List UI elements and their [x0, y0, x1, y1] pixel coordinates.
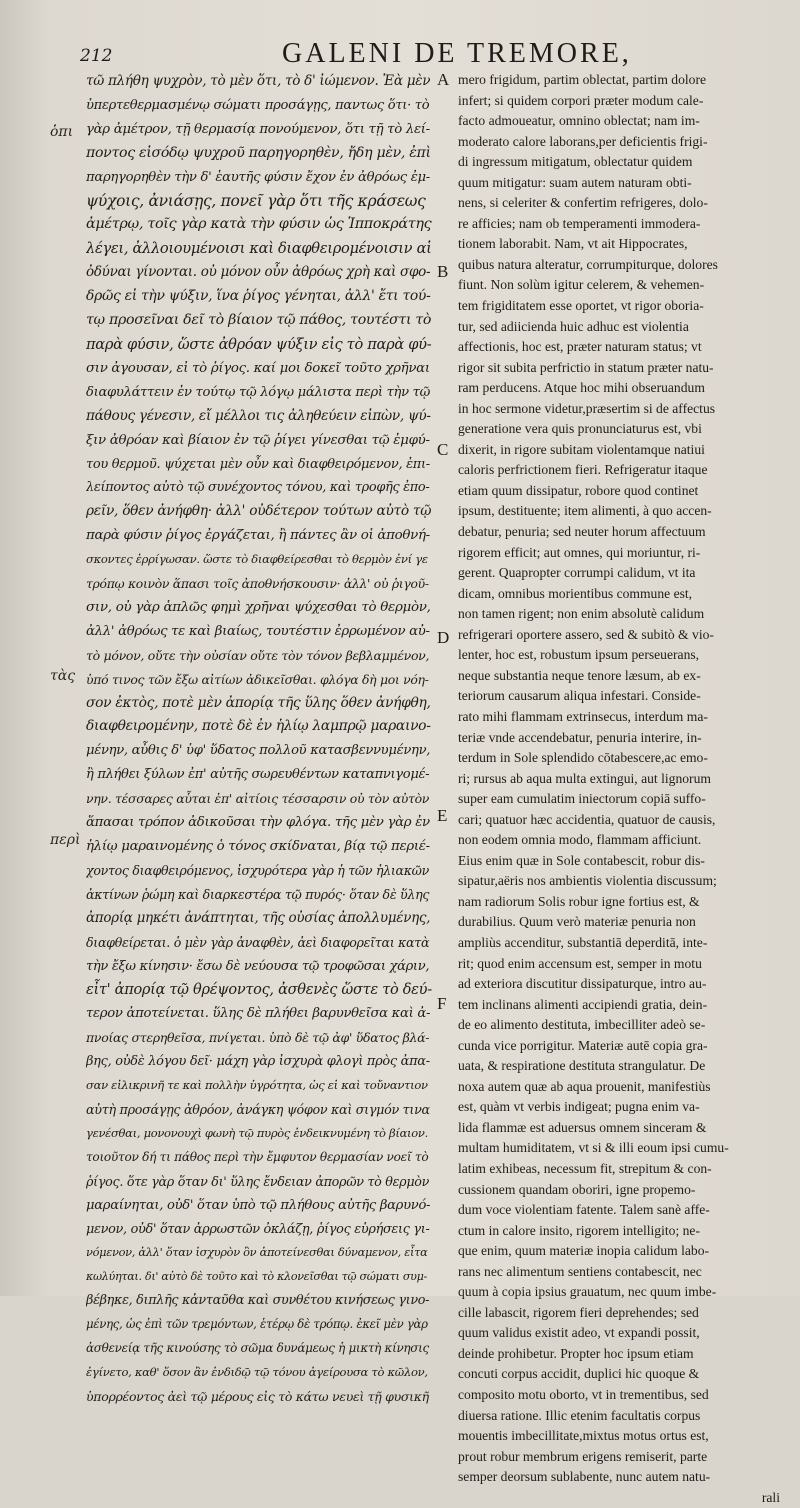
margin-note: τὰς	[50, 668, 76, 684]
latin-text-line: diuersa ratione. Illic etenim facultatis corpus	[458, 1407, 701, 1423]
greek-text-line: ὑπορρέοντος ἀεὶ τῷ μέρους εἰς τὸ κάτω νευεὶ τῇ φυσικῆ	[86, 1388, 429, 1404]
section-marker: E	[437, 806, 448, 825]
latin-text-line: infert; si quidem corpori præter modum cale-	[458, 92, 704, 108]
greek-text-line: βέβηκε, διπλῆς κἀνταῦθα καὶ συνθέτου κινήσεως γινο-	[86, 1293, 430, 1309]
greek-text-line: ἀσθενείᾳ τῆς κινούσης τὸ σῶμα δυνάμεως ἡ μικτὴ κίνησις	[86, 1341, 429, 1356]
latin-text-line: ctum in calore insito, rigorem intelligito; ne-	[458, 1222, 700, 1238]
greek-text-line: ἀπορίᾳ μηκέτι ἀνάπτηται, τῆς οὐσίας ἀπολλυμένης,	[86, 909, 431, 926]
greek-text-line: ἢ πλήθει ξύλων ἐπ' αὐτῆς σωρευθέντων καταπνιγομέ-	[86, 767, 430, 783]
latin-text-line: cille labascit, rigorem fieri deprehendes; sed	[458, 1304, 699, 1320]
latin-text-line: Eius enim quæ in Sole contabescit, robur dis-	[458, 852, 705, 868]
latin-text-line: non tamen rigent; non enim absolutè calidum	[458, 606, 705, 622]
latin-text-line: etiam quum dissipatur, robore quod continet	[458, 482, 699, 498]
greek-text-line: μένην, αὖθις δ' ὑφ' ὕδατος πολλοῦ κατασβεννυμένην,	[86, 743, 431, 759]
latin-text-line: rigor sit subita perfrictio in statum præter natu-	[458, 359, 714, 375]
margin-note: περὶ	[50, 832, 81, 848]
greek-text-line: χοντος διαφθειρόμενος, ἰσχυρότερα γὰρ ἡ τῶν ἡλιακῶν	[86, 862, 430, 878]
latin-text-line: de eo alimento destituta, imbecilliter adeò se-	[458, 1017, 706, 1033]
latin-text-line: affectionis, hoc est, præter naturam status; vt	[458, 339, 702, 355]
latin-text-line: fiunt. Non solùm igitur celerem, & vehemen-	[458, 277, 705, 293]
latin-text-line: que enim, quum materiæ inopia calidum labo-	[458, 1243, 710, 1259]
greek-text-line: σιν ἀγουσαν, εἰ τὸ ῥίγος. καί μοι δοκεῖ τοῦτο χρῆναι	[86, 360, 430, 376]
greek-text-line: γὰρ ἀμέτρον, τῇ θερμασίᾳ πονούμενον, ὅτι τῇ τὸ λεί-	[86, 121, 430, 137]
latin-text-line: dicam, omnibus morientibus commune est,	[458, 585, 693, 601]
latin-text-line: dixerit, in rigore subitam violentamque natiui	[458, 441, 705, 457]
greek-text-line: σαν εἰλικρινῆ τε καὶ πολλὴν ὑγρότητα, ὡς εἰ καὶ τοὔναντιον	[86, 1078, 428, 1093]
latin-text-line: caloris perfrictionem fieri. Refrigeratur itaque	[458, 462, 708, 478]
page-header	[0, 38, 800, 74]
page-number: 212	[80, 46, 113, 66]
latin-text-line: lida flammæ est aduersus omnem sinceram &	[458, 1119, 707, 1135]
greek-text-line: τὸ μόνον, οὔτε τὴν οὐσίαν οὔτε τὸν τόνον βεβλαμμένον,	[86, 647, 430, 663]
greek-text-line: παρὰ φύσιν ῥίγος ἐργάζεται, ἢ πάντες ἂν οἱ ἀποθνή-	[86, 528, 430, 544]
greek-text-line: βης, οὐδὲ λόγου δεῖ· μάχη γὰρ ἰσχυρὰ φλογὶ πρὸς ἀπα-	[86, 1054, 430, 1070]
latin-text-line: neque substantia neque tenore læsum, ab ex-	[458, 667, 701, 683]
margin-note: ὁπι	[50, 124, 74, 140]
latin-text-line: semper deorsum sublabente, nunc autem natu-	[458, 1469, 711, 1485]
latin-text-line: quum validus existit adeo, vt expandi possit,	[458, 1325, 700, 1341]
latin-text-line: cunda vice porrigitur. Materiæ autē copia gra-	[458, 1037, 708, 1053]
greek-text-line: κωλύηται. δι' αὐτὸ δὲ τοῦτο καὶ τὸ κλονεῖσθαι τῷ σώματι συμ-	[86, 1270, 427, 1284]
latin-text-line: ad exteriora discutitur dissipaturque, intro au-	[458, 976, 707, 992]
latin-text-line: rit; quod enim accensum est, semper in motu	[458, 955, 702, 971]
greek-text-line: ὀδύναι γίνονται. οὐ μόνον οὖν ἀθρόως χρὴ καὶ σφο-	[86, 264, 431, 281]
latin-text-line: refrigerari oportere assero, sed & subitò & vio-	[458, 626, 714, 642]
greek-text-line: ῥίγος. ὅτε γὰρ ὅταν δι' ὕλης ἔνδειαν ἀπορῶν τὸ θερμὸν	[86, 1173, 430, 1189]
latin-text-line: quum à copia ipsius grauatum, nec quum imbe-	[458, 1284, 717, 1300]
latin-text-line: nam radiorum Solis robur igne fortius est, &	[458, 893, 700, 909]
latin-text-line: ri; rursus ab aqua multa extingui, aut lignorum	[458, 770, 711, 786]
greek-text-line: αὐτὴ προσάγῃς ἀθρόον, ἀνάγκη ψόφον καὶ σιγμόν τινα	[86, 1101, 430, 1117]
greek-text-line: ποντος εἰσόδῳ ψυχροῦ παρηγορηθὲν, ἤδη μὲν, ἐπὶ	[86, 144, 431, 161]
latin-text-line: durabilius. Quum verò materiæ penuria non	[458, 914, 696, 930]
latin-text-line: concuti corpus accidit, duplici hic quoque &	[458, 1366, 700, 1382]
latin-text-line: non eodem omnia modo, flammam afficiunt.	[458, 832, 702, 848]
greek-text-line: τῳ προσεῖναι δεῖ τὸ βίαιον τῷ πάθος, τουτέστι τὸ	[86, 312, 432, 329]
greek-text-line: ἀμέτρῳ, τοῖς γὰρ κατὰ τὴν φύσιν ὡς Ἱπποκράτης	[86, 216, 432, 233]
greek-text-line: εἶτ' ἀπορίᾳ τῷ θρέψοντος, ἀσθενὲς ὥστε τὸ δεύ-	[86, 981, 432, 999]
latin-text-line: noxa autem quæ ab aqua prouenit, manifestiùs	[458, 1078, 711, 1094]
latin-text-line: ipsum, destituente; item alimenti, à quo accen-	[458, 503, 712, 519]
greek-text-column	[86, 70, 436, 1409]
greek-text-line: τερον ἀποτείνεται. ὕλης δὲ πλήθει βαρυνθεῖσα καὶ ἀ-	[86, 1006, 431, 1022]
latin-text-line: nens, si celeriter & confertim refrigeres, dolo-	[458, 195, 708, 211]
greek-text-line: ψύχοις, ἀνιάσῃς, πονεῖ γὰρ ὅτι τῆς κράσεως	[86, 191, 426, 210]
latin-text-line: super eam cumulatim iniectorum copiā suffo-	[458, 791, 706, 807]
latin-text-line: generatione vera quis pronunciaturus est, vbi	[458, 421, 702, 437]
latin-text-line: mouentis imbecillitate,mixtus motus ortus est,	[458, 1428, 709, 1444]
latin-text-line: rali	[761, 1489, 780, 1505]
latin-text-line: tionem laborabit. Nam, vt ait Hippocrates,	[458, 236, 688, 252]
greek-text-line: σον ἐκτὸς, ποτὲ μὲν ἀπορίᾳ τῆς ὕλης ὅθεν ἀνήφθη,	[86, 694, 431, 711]
greek-text-line: τρόπῳ κοινὸν ἅπασι τοῖς ἀποθνήσκουσιν· ἀλλ' οὐ ῥιγοῦ-	[86, 576, 429, 592]
section-marker: C	[437, 440, 449, 459]
latin-text-line: facto admoueatur, omnino oblectat; nam im-	[458, 113, 700, 129]
latin-text-line: quibus natura alteratur, corrumpiturque, dolores	[458, 256, 718, 272]
greek-text-line: ξιν ἀθρόαν καὶ βίαιον ἐν τῷ ῥίγει γίνεσθαι τῷ ἐμφύ-	[86, 432, 430, 448]
latin-text-line: multam humiditatem, vt si & illi eoum ipsi cumu-	[458, 1140, 729, 1156]
running-title: GALENI DE TREMORE,	[282, 38, 632, 69]
greek-text-line: διαφθειρομένην, ποτὲ δὲ ἐν ἡλίῳ λαμπρῷ μαραινο-	[86, 718, 431, 735]
section-marker: B	[437, 262, 449, 281]
greek-text-line: ὑπό τινος τῶν ἔξω αἰτίων ἀδικεῖσθαι. φλόγα δὴ μοι νόη-	[86, 671, 429, 687]
latin-text-line: mero frigidum, partim oblectat, partim dolore	[458, 72, 707, 87]
latin-text-line: latim exhibeas, necessum fit, strepitum & con-	[458, 1160, 712, 1176]
latin-text-line: gerent. Quapropter corrumpi calidum, vt ita	[458, 565, 696, 581]
greek-text-line: ὑπερτεθερμασμένῳ σώματι προσάγῃς, παντως ὅτι· τὸ	[86, 97, 430, 113]
latin-text-line: in hoc sermone videtur,præsertim si de affectus	[458, 400, 716, 416]
latin-text-line: lenter, hoc est, robustum ipsum perseuerans,	[458, 647, 700, 663]
greek-text-line: ἀκτίνων ῥώμη καὶ διαρκεστέρα τῷ πυρός· ὅταν δὲ ὕλης	[86, 886, 430, 902]
latin-text-line: uata, & respiratione destituta strangulatur. De	[458, 1058, 706, 1074]
greek-text-line: πάθους γένεσιν, εἴ μέλλοι τις ἀληθεύειν εἰπὼν, ψύ-	[86, 407, 431, 424]
greek-text-line: ἡλίῳ μαραινομένης ὁ τόνος σκίδναται, βίᾳ τῷ περιέ-	[86, 839, 430, 854]
section-marker: A	[437, 70, 450, 89]
latin-text-line: quum mitigatur: suam autem naturam obti-	[458, 174, 692, 190]
latin-text-line: dum voce violentiam fatente. Talem sanè affe-	[458, 1202, 710, 1218]
greek-text-line: μενον, οὐδ' ὅταν ἀρρωστῶν ὀκλάζῃ, ῥίγος εὑρήσεις γι-	[86, 1221, 430, 1237]
latin-text-line: ampliùs accenditur, substantiā deperditā, inte-	[458, 934, 708, 950]
latin-text-line: moderato calore laborans,per deficientis frigi-	[458, 133, 708, 149]
latin-text-line: cussionem quandam oboriri, igne propemo-	[458, 1181, 696, 1197]
greek-text-line: παρηγορηθὲν τὴν δ' ἑαυτῆς φύσιν ἔχον ἐν ἀθρόως ἐμ-	[86, 169, 430, 185]
latin-text-line: cari; quatuor hæc accidentia, quatuor de causis,	[458, 811, 716, 827]
latin-text-line: tur, sed adiicienda huic adhuc est violentia	[458, 318, 689, 334]
greek-text-line: παρὰ φύσιν, ὥστε ἀθρόαν ψύξιν εἰς τὸ παρὰ φύ-	[86, 335, 432, 353]
section-marker: D	[437, 628, 450, 647]
latin-text-line: debatur, penuria; sed neuter horum affectuum	[458, 524, 706, 540]
latin-text-line: teriorum causarum aliqua infestari. Conside-	[458, 688, 701, 704]
latin-text-line: re afficies; nam ob temperamenti immodera-	[458, 215, 701, 231]
latin-text-line: terdum in Sole splendido cōtabescere,ac emo-	[458, 750, 708, 766]
greek-text-line: μένης, ὡς ἐπὶ τῶν τρεμόντων, ἑτέρῳ δὲ τρόπῳ. ἐκεῖ μὲν γὰρ	[86, 1317, 428, 1332]
greek-text-line: πνοίας στερηθεῖσα, πνίγεται. ὑπὸ δὲ τῷ ἀφ' ὕδατος βλά-	[86, 1030, 430, 1046]
greek-text-line: του θερμοῦ. ψύχεται μὲν οὖν καὶ διαφθειρόμενον, ἐπι-	[86, 456, 430, 472]
latin-text-column	[458, 70, 780, 1508]
greek-text-line: τοιοῦτον δή τι πάθος περὶ τὴν ἔμφυτον θερμασίαν νοεῖ τὸ	[86, 1149, 429, 1164]
greek-text-line: ἀλλ' ἀθρόως τε καὶ βιαίως, τουτέστιν ἐρρωμένον αὐ-	[86, 623, 430, 639]
latin-text-line: rigorem efficit; aut omnes, qui moriuntur, ri-	[458, 544, 701, 560]
section-marker: F	[437, 994, 447, 1013]
greek-text-line: γενέσθαι, μονονουχὶ φωνὴ τῷ πυρὸς ἐνδεικνυμένη τὸ βίαιον.	[86, 1125, 428, 1140]
latin-text-line: prout robur membrum erigens remiserit, parte	[458, 1448, 708, 1464]
greek-text-line: τῶ πλήθη ψυχρὸν, τὸ μὲν ὅτι, τὸ δ' ἰώμενον. Ἐὰ μὲν	[86, 73, 431, 89]
greek-text-line: λέγει, ἀλλοιουμένοισι καὶ διαφθειρομένοισιν αἱ	[86, 240, 432, 258]
greek-text-line: διαφθείρεται. ὁ μὲν γὰρ ἀναφθὲν, ἀεὶ διαφορεῖται κατὰ	[86, 934, 430, 950]
greek-text-line: μαραίνηται, οὐδ' ὅταν ὑπὸ τῷ πλήθους αὐτῆς βαρυνό-	[86, 1197, 431, 1213]
latin-text-line: composito motu oborto, vt in trementibus, sed	[458, 1387, 709, 1402]
latin-text-line: tem inclinans alimenti accipiendi gratia, dein-	[458, 996, 708, 1012]
greek-text-line: σκοντες ἐρρίγωσαν. ὥστε τὸ διαφθείρεσθαι τὸ θερμὸν ἐνί γε	[86, 552, 428, 567]
latin-text-line: tem frigiditatem esse oportet, vt rigor oboria-	[458, 298, 704, 314]
greek-text-line: τὴν ἔξω κίνησιν· ἔσω δὲ νεύουσα τῷ τροφῶσαι χάριν,	[86, 958, 430, 974]
latin-text-line: rato mihi flammam extrinsecus, interdum ma-	[458, 708, 708, 724]
latin-text-line: di ingressum mitigatum, oblectatur quidem	[458, 154, 693, 170]
latin-text-line: deinde prohibetur. Propter hoc ipsum etiam	[458, 1345, 694, 1361]
latin-text-line: sipatur,aëris nos ambientis violentia discussum;	[458, 873, 717, 889]
latin-text-line: rans nec alimentum sentiens contabescit, nec	[458, 1263, 702, 1279]
greek-text-line: σιν, οὐ γὰρ ἁπλῶς φημὶ χρῆναι ψύχεσθαι τὸ θερμὸν,	[86, 599, 431, 615]
greek-text-line: λείποντος αὐτὸ τῷ συνέχοντος τόνου, καὶ τροφῆς ἐπο-	[86, 480, 430, 496]
greek-text-line: ἅπασαι τρόπον ἀδικοῦσαι τὴν φλόγα. τῆς μὲν γὰρ ἐν	[86, 815, 430, 831]
latin-text-line: est, quàm vt verbis indigeat; pugna enim va-	[458, 1099, 700, 1115]
greek-text-line: ἐγίνετο, καθ' ὅσον ἂν ἐνδιδῷ τῷ τόνου ἀγείρουσα τὸ κῶλον,	[86, 1364, 428, 1379]
greek-text-line: δρῶς εἰ τὴν ψύξιν, ἵνα ῥίγος γένηται, ἀλλ' ἔτι τού-	[86, 288, 431, 305]
greek-text-line: νόμενον, ἀλλ' ὅταν ἰσχυρὸν ὂν ἀποτείνεσθαι δύναμενον, εἶτα	[86, 1245, 428, 1260]
latin-text-line: teriæ vnde accendebatur, penuria interire, in-	[458, 729, 702, 745]
greek-text-line: νην. τέσσαρες αὗται ἐπ' αἰτίοις τέσσαρσιν οὐ τὸν αὐτὸν	[86, 791, 430, 807]
greek-text-line: διαφυλάττειν ἐν τούτῳ τῷ λόγῳ μάλιστα περὶ τὴν τῷ	[86, 384, 431, 400]
greek-text-line: ρεῖν, ὅθεν ἀνήφθη· ἀλλ' οὐδέτερον τούτων αὐτὸ τῷ	[86, 503, 432, 520]
latin-text-line: ram perducens. Atque hoc mihi obseruandum	[458, 380, 705, 396]
